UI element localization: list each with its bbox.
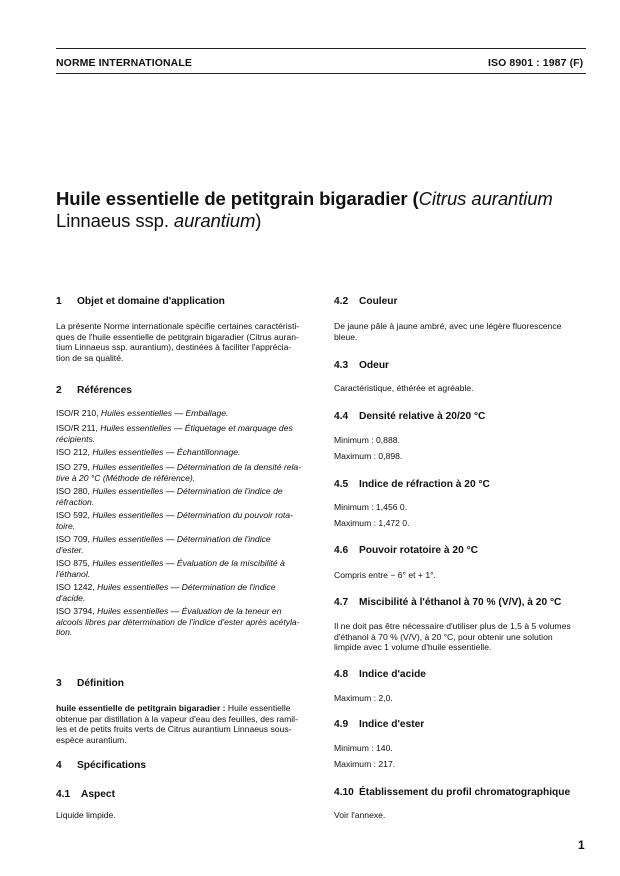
section-4-1-heading: 4.1 Aspect: [56, 789, 115, 800]
ref-item: ISO 212, Huiles essentielles — Échantillonnage.: [56, 447, 241, 457]
section-3-heading: 3 Définition: [56, 678, 124, 689]
ref-item: ISO 875, Huiles essentielles — Évaluation de la miscibilité à l'éthanol.: [56, 558, 285, 579]
section-4-9-text: Minimum : 140. Maximum : 217.: [334, 743, 396, 769]
ref-item: ISO 279, Huiles essentielles — Détermination de la densité rela- tive à 20 °C (Méthode de référence).: [56, 462, 302, 483]
page-number: 1: [578, 838, 585, 852]
section-4-4-heading: 4.4 Densité relative à 20/20 °C: [334, 411, 486, 422]
section-4-1-text: Liquide limpide.: [56, 810, 116, 820]
ref-item: ISO/R 211, Huiles essentielles — Étiquetage et marquage des récipients.: [56, 423, 293, 444]
ref-item: ISO 280, Huiles essentielles — Détermination de l'indice de réfraction.: [56, 486, 283, 507]
section-1-text: La présente Norme internationale spécifie certaines caractéristi- ques de l'huile essentielle de petitgrain bigaradier (Citrus auran- tium Linnaeus ssp. aurantium), destinées à faciliter l'apprécia- tion de sa qualité.: [56, 321, 300, 363]
ref-item: ISO 709, Huiles essentielles — Détermination de l'indice d'ester.: [56, 534, 271, 555]
section-4-7-text: Il ne doit pas être nécessaire d'utiliser plus de 1,5 à 5 volumes d'éthanol à 70 % (V/V), à 20 °C, pour obtenir une solution limpide avec 1 volume d'huile essentielle.: [334, 621, 571, 653]
header-rule-2: [56, 48, 586, 49]
ref-item: ISO 592, Huiles essentielles — Détermination du pouvoir rota- toire.: [56, 510, 293, 531]
section-4-10-heading: 4.10 Établissement du profil chromatographique: [334, 787, 571, 798]
section-4-3-text: Caractéristique, éthérée et agréable.: [334, 383, 474, 393]
section-4-6-heading: 4.6 Pouvoir rotatoire à 20 °C: [334, 545, 478, 556]
references-list: [56, 408, 308, 638]
section-1-heading: 1 Objet et domaine d'application: [56, 296, 225, 307]
section-3-text: huile essentielle de petitgrain bigaradier : Huile essentielle obtenue par distillation à la vapeur d'eau des feuilles, des ramil- les et de petits fruits verts de Citrus aurantium Linnaeus sous- espèce aurantium.: [56, 703, 298, 745]
section-4-3-heading: 4.3 Odeur: [334, 360, 390, 371]
section-4-8-text: Maximum : 2,0.: [334, 693, 393, 703]
ref-item: ISO/R 210, Huiles essentielles — Emballage.: [56, 408, 229, 418]
section-4-5-text: Minimum : 1,456 0. Maximum : 1,472 0.: [334, 502, 410, 528]
section-4-2-heading: 4.2 Couleur: [334, 296, 398, 307]
header-rule: [56, 73, 586, 74]
ref-item: ISO 3794, Huiles essentielles — Évaluation de la teneur en alcools libres par détermination de l'indice d'ester après acétyla- tion.: [56, 606, 300, 638]
section-4-4-text: Minimum : 0,888. Maximum : 0,898.: [334, 435, 403, 461]
section-4-5-heading: 4.5 Indice de réfraction à 20 °C: [334, 479, 490, 490]
section-2-heading: 2 Références: [56, 385, 132, 396]
header-right: ISO 8901 : 1987 (F): [488, 57, 584, 69]
section-4-heading: 4 Spécifications: [56, 760, 147, 771]
document-title: Huile essentielle de petitgrain bigaradier (Citrus aurantium Linnaeus ssp. aurantium): [56, 188, 553, 231]
header-left: NORME INTERNATIONALE: [56, 57, 192, 69]
section-4-2-text: De jaune pâle à jaune ambré, avec une légère fluorescence bleue.: [334, 321, 562, 342]
section-4-6-text: Compris entre − 6° et + 1°.: [334, 570, 436, 580]
section-4-7-heading: 4.7 Miscibilité à l'éthanol à 70 % (V/V), à 20 °C: [334, 597, 562, 608]
section-4-10-text: Voir l'annexe.: [334, 810, 386, 820]
section-4-9-heading: 4.9 Indice d'ester: [334, 719, 425, 730]
section-4-8-heading: 4.8 Indice d'acide: [334, 669, 426, 680]
ref-item: ISO 1242, Huiles essentielles — Détermination de l'indice d'acide.: [56, 582, 276, 603]
